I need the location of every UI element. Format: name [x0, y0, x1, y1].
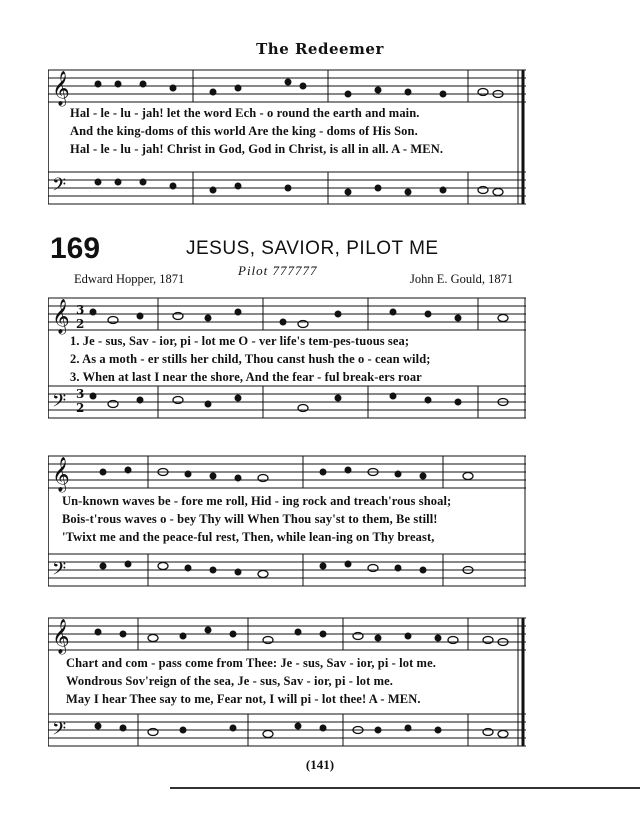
- lyric-line: Hal - le - lu - jah! let the word Ech - o round the earth and main.: [70, 106, 420, 120]
- previous-hymn-lyrics: [70, 106, 443, 157]
- words-credit: Edward Hopper, 1871: [74, 272, 185, 286]
- svg-text:3: 3: [76, 387, 85, 401]
- running-header: The Redeemer: [256, 40, 384, 58]
- page-number: (141): [305, 757, 335, 772]
- system-1-lyrics: [70, 334, 431, 385]
- lyric-line: Chart and com - pass come from Thee: Je - sus, Sav - ior, pi - lot me.: [66, 656, 436, 670]
- lyric-line: Hal - le - lu - jah! Christ in God, God in Christ, is all in all. A - MEN.: [70, 142, 444, 156]
- svg-text:𝄞: 𝄞: [52, 71, 70, 106]
- lyric-line: 'Twixt me and the peace-ful rest, Then, while lean-ing on Thy breast,: [62, 530, 435, 544]
- lyric-line: Wondrous Sov'reign of the sea, Je - sus, Sav - ior, pi - lot me.: [66, 674, 394, 688]
- lyric-line: 1. Je - sus, Sav - ior, pi - lot me O - ver life's tem-pes-tuous sea;: [70, 334, 410, 348]
- footer-rule: [170, 787, 640, 789]
- svg-text:2: 2: [76, 401, 85, 415]
- svg-text:𝄞: 𝄞: [52, 457, 70, 492]
- hymn-title: JESUS, SAVIOR, PILOT ME: [186, 238, 439, 259]
- system-3-lyrics: [66, 656, 436, 707]
- lyric-line: Un-known waves be - fore me roll, Hid - ing rock and treach'rous shoal;: [62, 494, 452, 508]
- svg-text:2: 2: [76, 317, 85, 331]
- system-2-lyrics: [62, 494, 451, 545]
- lyric-line: 3. When at last I near the shore, And the fear - ful break-ers roar: [70, 370, 422, 384]
- lyric-line: 2. As a moth - er stills her child, Thou canst hush the o - cean wild;: [70, 352, 431, 366]
- svg-text:𝄞: 𝄞: [52, 299, 70, 334]
- lyric-line: Bois-t'rous waves o - bey Thy will When Thou say'st to them, Be still!: [62, 512, 438, 526]
- svg-text:𝄢: 𝄢: [52, 559, 67, 584]
- svg-text:𝄢: 𝄢: [52, 391, 67, 416]
- tune-name: Pilot 777777: [238, 263, 318, 278]
- svg-text:𝄢: 𝄢: [52, 719, 67, 744]
- music-credit: John E. Gould, 1871: [410, 272, 514, 286]
- hymn-number: 169: [50, 232, 101, 265]
- svg-text:𝄞: 𝄞: [52, 619, 70, 654]
- svg-text:3: 3: [76, 303, 85, 317]
- svg-text:𝄢: 𝄢: [52, 175, 67, 200]
- lyric-line: May I hear Thee say to me, Fear not, I will pi - lot thee! A - MEN.: [66, 692, 421, 706]
- lyric-line: And the king-doms of this world Are the king - doms of His Son.: [70, 124, 418, 138]
